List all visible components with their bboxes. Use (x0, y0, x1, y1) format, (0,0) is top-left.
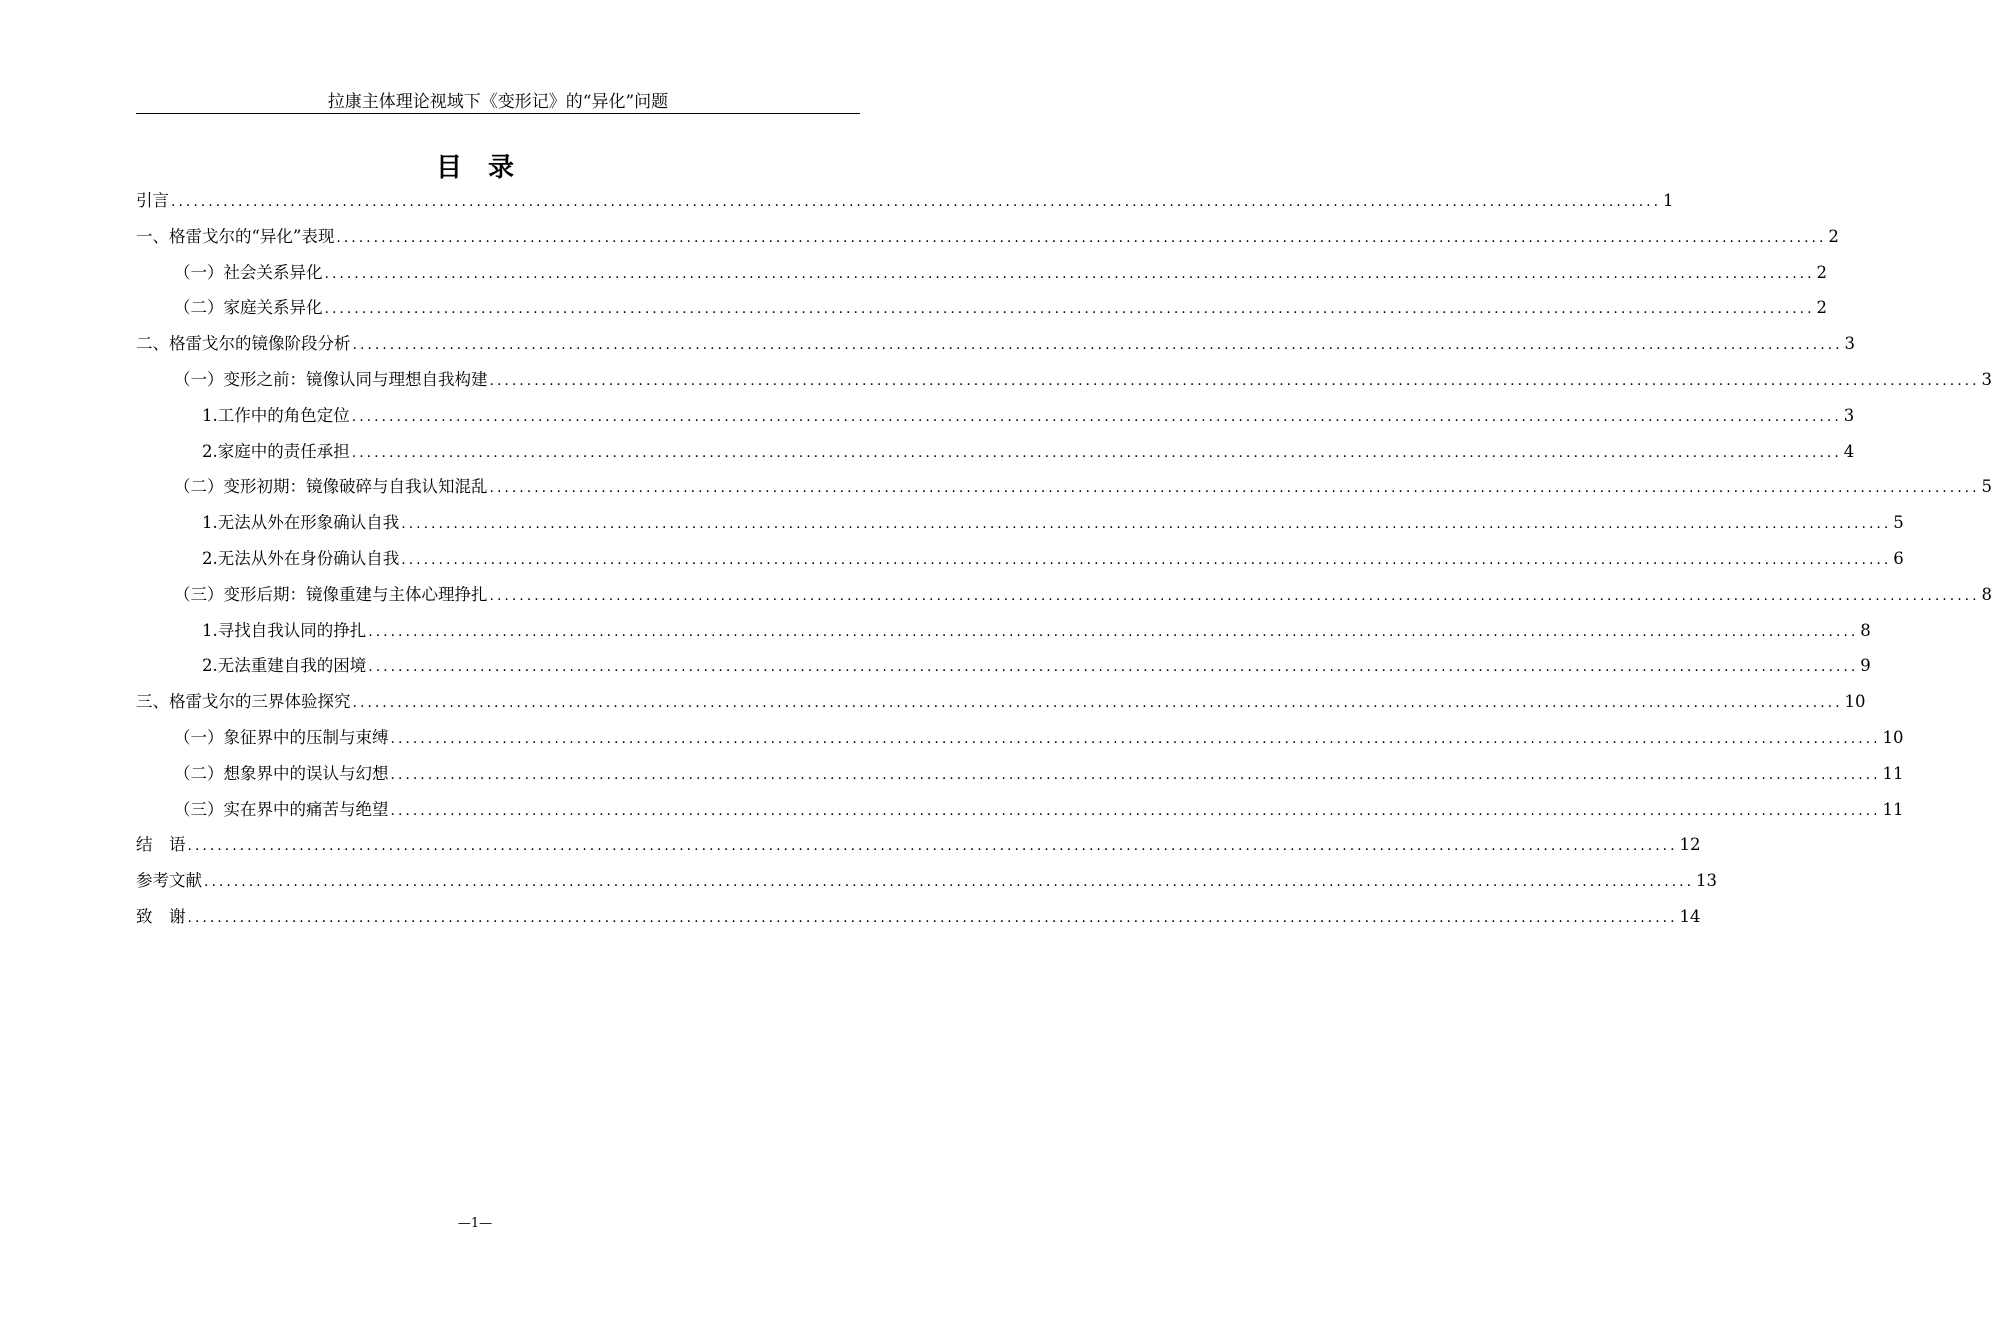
toc-leader-dots: ........................................................................................................................................................................................................ (368, 623, 1859, 640)
toc-entry[interactable] (136, 469, 1992, 505)
toc-entry[interactable] (136, 290, 1828, 326)
toc-entry-label: 二、格雷戈尔的镜像阶段分析 (136, 334, 351, 354)
toc-entry-page: 3 (1981, 369, 1992, 389)
toc-entry-label: 致 谢 (136, 906, 186, 926)
toc-entry[interactable] (136, 827, 1701, 863)
toc-entry-label: 三、格雷戈尔的三界体验探究 (136, 692, 351, 712)
toc-entry-label: 结 语 (136, 835, 186, 855)
toc-entry-page: 14 (1679, 906, 1701, 926)
toc-entry[interactable] (136, 899, 1701, 935)
toc-entry[interactable] (136, 684, 1866, 720)
table-of-contents (136, 183, 1992, 935)
toc-entry-label: 引言 (136, 191, 169, 210)
toc-entry-page: 6 (1893, 548, 1904, 568)
toc-entry-page: 11 (1882, 763, 1904, 783)
toc-entry[interactable] (136, 362, 1992, 398)
toc-leader-dots: ........................................................................................................................................................................................................ (351, 408, 1842, 425)
toc-leader-dots: ........................................................................................................................................................................................................ (352, 337, 1843, 354)
toc-entry-page: 3 (1843, 405, 1855, 425)
toc-leader-dots: ........................................................................................................................................................................................................ (324, 265, 1815, 282)
toc-leader-dots: ........................................................................................................................................................................................................ (390, 766, 1881, 783)
toc-entry-label: （二）变形初期：镜像破碎与自我认知混乱 (174, 477, 488, 497)
toc-entry-page: 4 (1843, 441, 1855, 461)
toc-leader-dots: ........................................................................................................................................................................................................ (401, 516, 1892, 533)
toc-leader-dots: ........................................................................................................................................................................................................ (368, 659, 1859, 676)
toc-entry-page: 12 (1679, 835, 1701, 855)
toc-entry-label: （二）想象界中的误认与幻想 (174, 763, 389, 783)
toc-entry[interactable] (136, 863, 1718, 899)
toc-entry-page: 3 (1844, 334, 1856, 354)
toc-entry-page: 2 (1816, 298, 1828, 318)
toc-entry-label: 2.无法从外在身份确认自我 (202, 548, 400, 568)
toc-entry[interactable] (136, 613, 1871, 649)
toc-entry[interactable] (136, 434, 1855, 470)
toc-leader-dots: ........................................................................................................................................................................................................ (489, 480, 1980, 497)
toc-leader-dots: ........................................................................................................................................................................................................ (390, 730, 1881, 747)
toc-entry-label: 1.寻找自我认同的挣扎 (202, 620, 367, 640)
toc-entry[interactable] (136, 648, 1871, 684)
toc-leader-dots: ........................................................................................................................................................................................................ (489, 587, 1980, 604)
toc-entry-page: 5 (1893, 513, 1904, 533)
page-number: —1— (457, 1216, 493, 1231)
toc-entry-label: 1.工作中的角色定位 (202, 405, 350, 425)
toc-entry-label: （一）象征界中的压制与束缚 (174, 727, 389, 747)
toc-entry-label: 参考文献 (136, 871, 202, 891)
toc-entry-label: 2.家庭中的责任承担 (202, 441, 350, 461)
toc-entry[interactable] (136, 326, 1856, 362)
toc-entry[interactable] (136, 255, 1828, 291)
running-title: 拉康主体理论视域下《变形记》的“异化”问题 (327, 92, 669, 112)
toc-entry-label: 1.无法从外在形象确认自我 (202, 513, 400, 533)
toc-leader-dots: ........................................................................................................................................................................................................ (187, 838, 1678, 855)
toc-entry-page: 13 (1696, 871, 1718, 891)
toc-entry-page: 11 (1882, 799, 1904, 819)
toc-entry[interactable] (136, 577, 1992, 613)
toc-entry-page: 2 (1816, 262, 1828, 282)
toc-leader-dots: ........................................................................................................................................................................................................ (401, 551, 1892, 568)
toc-leader-dots: ........................................................................................................................................................................................................ (204, 874, 1695, 891)
toc-entry-label: （一）社会关系异化 (174, 262, 323, 282)
toc-entry-label: 一、格雷戈尔的“异化”表现 (136, 226, 335, 246)
toc-leader-dots: ........................................................................................................................................................................................................ (489, 372, 1980, 389)
toc-entry-page: 1 (1663, 191, 1674, 210)
toc-leader-dots: ........................................................................................................................................................................................................ (352, 695, 1843, 712)
toc-leader-dots: ........................................................................................................................................................................................................ (324, 301, 1815, 318)
toc-entry[interactable] (136, 398, 1855, 434)
toc-entry[interactable] (136, 505, 1904, 541)
toc-entry-label: （二）家庭关系异化 (174, 298, 323, 318)
toc-entry[interactable] (136, 756, 1904, 792)
toc-leader-dots: ........................................................................................................................................................................................................ (171, 194, 1662, 210)
toc-entry[interactable] (136, 183, 1674, 219)
toc-title-part1: 目 (435, 153, 462, 183)
toc-entry[interactable] (136, 541, 1904, 577)
toc-entry[interactable] (136, 720, 1904, 756)
toc-entry-label: （一）变形之前：镜像认同与理想自我构建 (174, 369, 488, 389)
toc-title-part2: 录 (488, 153, 515, 183)
toc-leader-dots: ........................................................................................................................................................................................................ (351, 444, 1842, 461)
toc-entry-label: （三）变形后期：镜像重建与主体心理挣扎 (174, 584, 488, 604)
toc-leader-dots: ........................................................................................................................................................................................................ (390, 802, 1881, 819)
toc-entry-page: 10 (1844, 692, 1866, 712)
toc-leader-dots: ........................................................................................................................................................................................................ (336, 229, 1827, 246)
toc-entry-label: 2.无法重建自我的困境 (202, 656, 367, 676)
toc-entry-page: 5 (1981, 477, 1992, 497)
running-header (136, 90, 860, 114)
toc-entry-page: 2 (1828, 226, 1839, 246)
toc-entry[interactable] (136, 792, 1904, 828)
toc-entry[interactable] (136, 219, 1839, 255)
toc-entry-page: 10 (1882, 727, 1904, 747)
toc-entry-page: 8 (1981, 584, 1992, 604)
toc-entry-page: 9 (1860, 656, 1871, 676)
toc-entry-label: （三）实在界中的痛苦与绝望 (174, 799, 389, 819)
toc-title (0, 147, 950, 184)
toc-leader-dots: ........................................................................................................................................................................................................ (187, 909, 1678, 926)
toc-entry-page: 8 (1860, 620, 1871, 640)
